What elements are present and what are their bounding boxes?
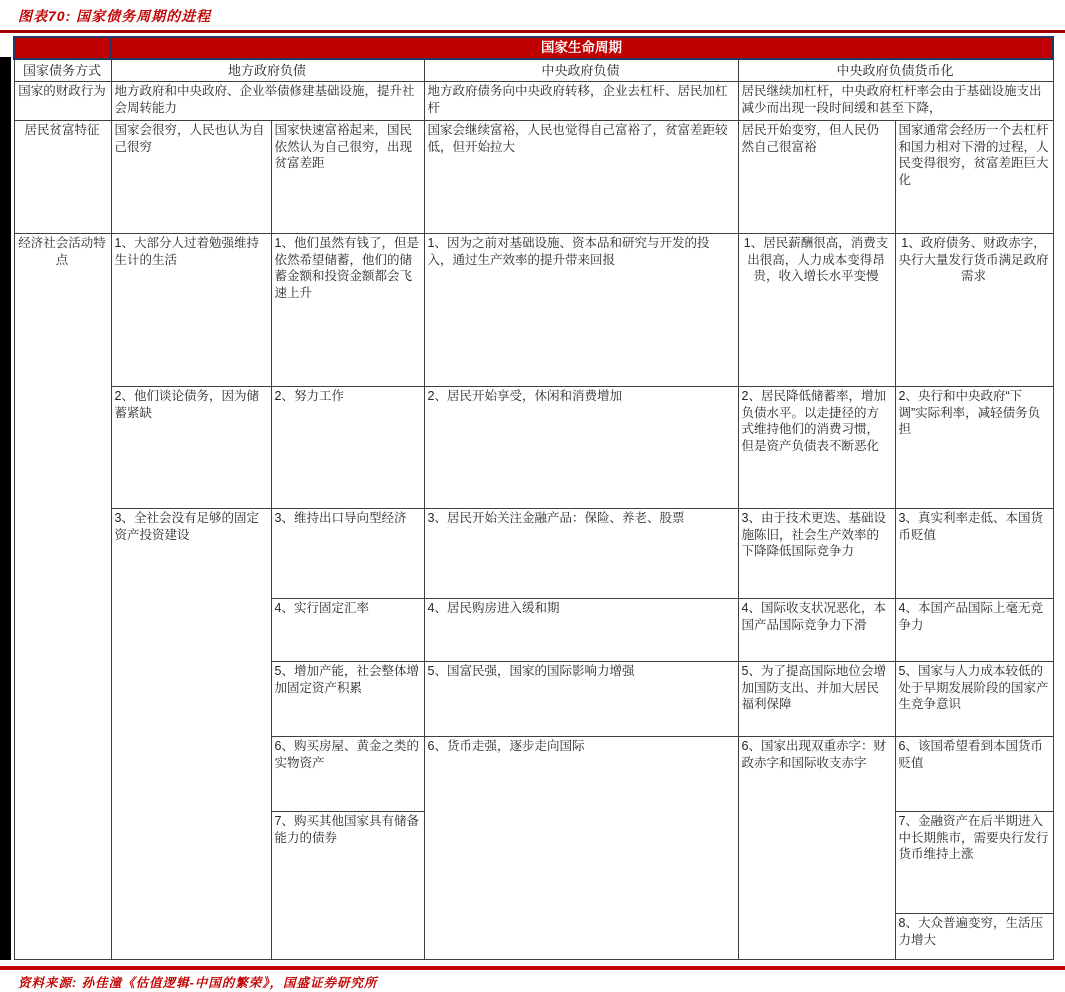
activity-r1-c3: 1、因为之前对基础设施、资本品和研究与开发的投入，通过生产效率的提升带来回报 bbox=[424, 234, 738, 387]
wealth-row-label: 居民贫富特征 bbox=[14, 121, 111, 234]
activity-r3-c3: 3、居民开始关注金融产品：保险、养老、股票 bbox=[424, 509, 738, 599]
activity-r2-c3: 2、居民开始享受，休闲和消费增加 bbox=[424, 387, 738, 509]
activity-r2-c2: 2、努力工作 bbox=[271, 387, 424, 509]
header-debt-mode: 国家债务方式 bbox=[14, 59, 111, 82]
fiscal-behavior-row bbox=[14, 82, 1053, 121]
activity-r5-c3: 5、国富民强，国家的国际影响力增强 bbox=[424, 662, 738, 737]
activity-r6-c3: 6、货币走强，逐步走向国际 bbox=[424, 737, 738, 960]
activity-r4-c4: 4、国际收支状况恶化，本国产品国际竞争力下滑 bbox=[738, 599, 895, 662]
activity-r3-c1: 3、全社会没有足够的固定资产投资建设 bbox=[111, 509, 271, 960]
fiscal-central-cell: 地方政府债务向中央政府转移，企业去杠杆、居民加杠杆 bbox=[424, 82, 738, 121]
wealth-cell-3: 国家会继续富裕，人民也觉得自己富裕了，贫富差距较低，但开始拉大 bbox=[424, 121, 738, 234]
lifecycle-band-row bbox=[14, 37, 1053, 59]
activity-r5-c2: 5、增加产能，社会整体增加固定资产积累 bbox=[271, 662, 424, 737]
activity-r6-c5: 6、该国希望看到本国货币贬值 bbox=[895, 737, 1053, 812]
fiscal-row-label: 国家的财政行为 bbox=[14, 82, 111, 121]
lifecycle-band-title: 国家生命周期 bbox=[111, 37, 1053, 59]
activity-r1-c2: 1、他们虽然有钱了，但是依然希望储蓄，他们的储蓄金额和投资金额都会飞速上升 bbox=[271, 234, 424, 387]
fiscal-local-cell: 地方政府和中央政府、企业举债修建基础设施，提升社会周转能力 bbox=[111, 82, 424, 121]
header-monetized-debt: 中央政府负债货币化 bbox=[738, 59, 1053, 82]
activity-r5-c4: 5、为了提高国际地位会增加国防支出、并加大居民福利保障 bbox=[738, 662, 895, 737]
activity-r6-c4: 6、国家出现双重赤字：财政赤字和国际收支赤字 bbox=[738, 737, 895, 960]
wealth-cell-5: 国家通常会经历一个去杠杆和国力相对下滑的过程，人民变得很穷，贫富差距巨大化 bbox=[895, 121, 1053, 234]
activity-r4-c5: 4、本国产品国际上毫无竞争力 bbox=[895, 599, 1053, 662]
table-left-black-bar bbox=[0, 57, 11, 960]
wealth-trait-row bbox=[14, 121, 1053, 234]
activity-r7-c2: 7、购买其他国家具有储备能力的债券 bbox=[271, 812, 424, 960]
header-local-gov-debt: 地方政府负债 bbox=[111, 59, 424, 82]
activity-r3-c5: 3、真实利率走低、本国货币贬值 bbox=[895, 509, 1053, 599]
activity-r1-c4: 1、居民薪酬很高，消费支出很高，人力成本变得昂贵，收入增长水平变慢 bbox=[738, 234, 895, 387]
fiscal-monetized-cell: 居民继续加杠杆，中央政府杠杆率会由于基础设施支出减少而出现一段时间缓和甚至下降， bbox=[738, 82, 1053, 121]
activity-r1-c1: 1、大部分人过着勉强维持生计的生活 bbox=[111, 234, 271, 387]
activity-r1-c5: 1、政府债务、财政赤字，央行大量发行货币满足政府需求 bbox=[895, 234, 1053, 387]
activity-r8-c5: 8、大众普遍变穷，生活压力增大 bbox=[895, 914, 1053, 960]
activity-r7-c5: 7、金融资产在后半期进入中长期熊市，需要央行发行货币维持上涨 bbox=[895, 812, 1053, 914]
source-note: 资料来源: 孙佳潼《估值逻辑-中国的繁荣》，国盛证券研究所 bbox=[18, 976, 378, 990]
column-header-row bbox=[14, 59, 1053, 82]
page-title: 图表70: 国家债务周期的进程 bbox=[18, 8, 212, 24]
activity-r5-c5: 5、国家与人力成本较低的处于早期发展阶段的国家产生竞争意识 bbox=[895, 662, 1053, 737]
activity-row-3 bbox=[14, 509, 1053, 599]
top-divider-rule bbox=[0, 30, 1065, 33]
lifecycle-band-empty-cell bbox=[14, 37, 111, 59]
activity-row-2 bbox=[14, 387, 1053, 509]
activity-r4-c2: 4、实行固定汇率 bbox=[271, 599, 424, 662]
wealth-cell-4: 居民开始变穷，但人民仍然自己很富裕 bbox=[738, 121, 895, 234]
wealth-cell-2: 国家快速富裕起来，国民依然认为自己很穷，出现贫富差距 bbox=[271, 121, 424, 234]
activity-r3-c2: 3、维持出口导向型经济 bbox=[271, 509, 424, 599]
bottom-divider-rule bbox=[0, 966, 1065, 970]
activity-r3-c4: 3、由于技术更迭、基础设施陈旧，社会生产效率的下降降低国际竞争力 bbox=[738, 509, 895, 599]
wealth-cell-1: 国家会很穷，人民也认为自己很穷 bbox=[111, 121, 271, 234]
debt-cycle-table bbox=[13, 36, 1054, 960]
activity-row-label: 经济社会活动特点 bbox=[14, 234, 111, 960]
activity-row-1 bbox=[14, 234, 1053, 387]
activity-r6-c2: 6、购买房屋、黄金之类的实物资产 bbox=[271, 737, 424, 812]
activity-r2-c4: 2、居民降低储蓄率，增加负债水平。以走捷径的方式维持他们的消费习惯，但是资产负债表不断恶化 bbox=[738, 387, 895, 509]
header-central-gov-debt: 中央政府负债 bbox=[424, 59, 738, 82]
activity-r2-c5: 2、央行和中央政府“下调”实际利率，减轻债务负担 bbox=[895, 387, 1053, 509]
activity-r4-c3: 4、居民购房进入缓和期 bbox=[424, 599, 738, 662]
activity-r2-c1: 2、他们谈论债务，因为储蓄紧缺 bbox=[111, 387, 271, 509]
